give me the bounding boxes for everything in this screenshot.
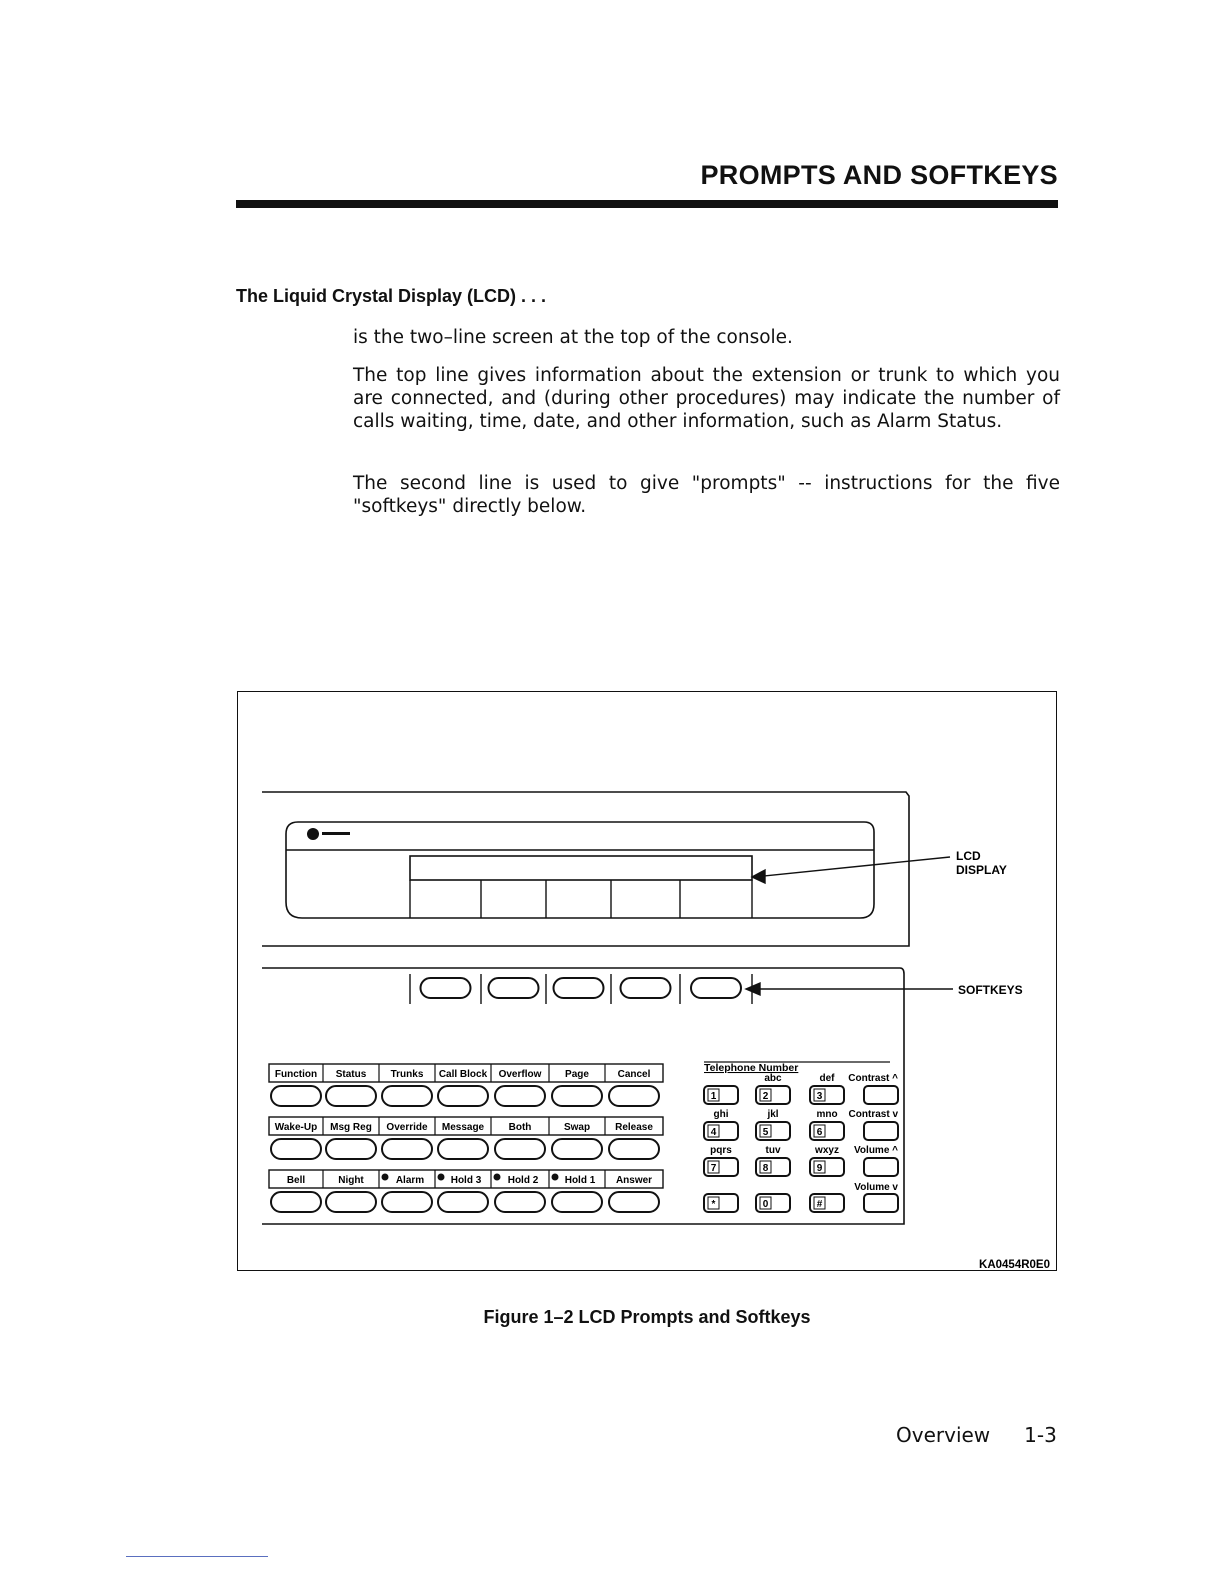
dial-letters: ghi	[713, 1109, 729, 1120]
key-label-hold-2: Hold 2	[507, 1175, 539, 1186]
key-label-release: Release	[615, 1122, 653, 1133]
dial-letters: pqrs	[710, 1145, 732, 1156]
key-label-function: Function	[274, 1069, 318, 1080]
dial-digit: 7	[710, 1163, 717, 1174]
key-answer-button[interactable]	[609, 1192, 659, 1212]
dial-digit: #	[816, 1199, 823, 1210]
lamp-indicator-icon	[382, 1174, 389, 1181]
key-label-hold-1: Hold 1	[564, 1175, 596, 1186]
softkey-1[interactable]	[421, 978, 471, 998]
key-hold-2-button[interactable]	[495, 1192, 545, 1212]
softkey-row	[410, 974, 752, 1004]
key-label-overflow: Overflow	[498, 1069, 542, 1080]
key-hold-1-button[interactable]	[552, 1192, 602, 1212]
key-function-button[interactable]	[271, 1086, 321, 1106]
dial-digit: 9	[816, 1163, 823, 1174]
console-upper-housing	[262, 792, 909, 946]
softkey-5[interactable]	[691, 978, 741, 998]
key-wake-up-button[interactable]	[271, 1139, 321, 1159]
key-hold-3-button[interactable]	[438, 1192, 488, 1212]
key-label-message: Message	[441, 1122, 485, 1133]
figure-caption: Figure 1–2 LCD Prompts and Softkeys	[483, 1307, 811, 1327]
key-trunks-button[interactable]	[382, 1086, 432, 1106]
key-label-wake-up: Wake-Up	[274, 1122, 318, 1133]
lcd-segment-dividers	[410, 880, 752, 918]
side-adjust-label: Contrast ^	[848, 1073, 898, 1084]
key-label-night: Night	[338, 1175, 364, 1186]
footer-section: Overview	[896, 1423, 991, 1447]
key-label-both: Both	[508, 1122, 532, 1133]
section-heading: The Liquid Crystal Display (LCD) . . .	[236, 286, 547, 306]
softkeys-callout-label: SOFTKEYS	[958, 983, 1023, 997]
key-call-block-button[interactable]	[438, 1086, 488, 1106]
dialpad-title: Telephone Number	[704, 1062, 799, 1074]
side-adjust-key-1[interactable]	[864, 1086, 898, 1104]
dialpad	[704, 1062, 898, 1212]
bottom-rule	[126, 1556, 268, 1557]
paragraph-2: The top line gives information about the extension or trunk to which you are connected, and (during other procedures) may indicate the number of calls waiting, time, date, and other information, such as Alarm Status.	[353, 365, 1060, 432]
key-page-button[interactable]	[552, 1086, 602, 1106]
dial-digit: 0	[762, 1199, 769, 1210]
key-label-page: Page	[565, 1069, 589, 1080]
lcd-callout-arrow	[752, 870, 765, 883]
dial-letters: jkl	[767, 1109, 779, 1120]
key-label-cancel: Cancel	[617, 1069, 651, 1080]
key-message-button[interactable]	[438, 1139, 488, 1159]
header-rule	[236, 200, 1058, 208]
dial-digit: 3	[816, 1091, 823, 1102]
lcd-callout-label-2: DISPLAY	[956, 863, 1007, 877]
key-label-alarm: Alarm	[395, 1175, 425, 1186]
key-label-override: Override	[386, 1122, 428, 1133]
key-release-button[interactable]	[609, 1139, 659, 1159]
key-alarm-button[interactable]	[382, 1192, 432, 1212]
key-label-answer: Answer	[615, 1175, 653, 1186]
key-label-call-block: Call Block	[438, 1069, 488, 1080]
key-label-swap: Swap	[563, 1122, 591, 1133]
key-label-trunks: Trunks	[390, 1069, 424, 1080]
key-overflow-button[interactable]	[495, 1086, 545, 1106]
key-night-button[interactable]	[326, 1192, 376, 1212]
function-key-panel	[269, 1064, 663, 1212]
dial-digit: 6	[816, 1127, 823, 1138]
lamp-indicator-icon	[438, 1174, 445, 1181]
softkey-4[interactable]	[621, 978, 671, 998]
key-label-hold-3: Hold 3	[450, 1175, 482, 1186]
page-header-title: PROMPTS AND SOFTKEYS	[700, 160, 1058, 190]
key-bell-button[interactable]	[271, 1192, 321, 1212]
console-diagram	[238, 692, 1058, 1272]
key-label-msg-reg: Msg Reg	[330, 1122, 372, 1133]
softkeys-callout-arrow	[746, 983, 760, 995]
console-logo	[307, 828, 350, 840]
page-number: 1-3	[1024, 1423, 1057, 1447]
key-both-button[interactable]	[495, 1139, 545, 1159]
dial-digit: 1	[710, 1091, 717, 1102]
figure-code: KA0454R0E0	[979, 1259, 1050, 1271]
dial-digit: 4	[710, 1127, 717, 1138]
dial-letters: tuv	[765, 1145, 781, 1156]
side-adjust-key-2[interactable]	[864, 1122, 898, 1140]
lcd-display-window	[410, 856, 752, 880]
lcd-callout-label: LCD	[956, 849, 981, 863]
paragraph-3: The second line is used to give "prompts" -- instructions for the five "softkeys" directly below.	[353, 473, 1060, 517]
side-adjust-label: Contrast v	[848, 1109, 898, 1120]
dial-digit: 2	[762, 1091, 769, 1102]
dial-digit: *	[711, 1199, 716, 1210]
console-figure	[237, 691, 1057, 1271]
side-adjust-label: Volume ^	[854, 1145, 898, 1156]
key-override-button[interactable]	[382, 1139, 432, 1159]
key-label-bell: Bell	[286, 1175, 306, 1186]
key-cancel-button[interactable]	[609, 1086, 659, 1106]
key-swap-button[interactable]	[552, 1139, 602, 1159]
dial-letters: mno	[816, 1109, 838, 1120]
key-msg-reg-button[interactable]	[326, 1139, 376, 1159]
side-adjust-label: Volume v	[854, 1182, 898, 1193]
lcd-callout-leader	[754, 857, 950, 877]
paragraph-1: is the two–line screen at the top of the console.	[353, 327, 793, 348]
dial-letters: def	[819, 1073, 835, 1084]
dial-digit: 5	[762, 1127, 769, 1138]
dial-digit: 8	[762, 1163, 769, 1174]
lcd-bezel	[286, 822, 874, 918]
lamp-indicator-icon	[494, 1174, 501, 1181]
page-footer	[896, 1423, 1057, 1447]
lamp-indicator-icon	[552, 1174, 559, 1181]
softkey-3[interactable]	[554, 978, 604, 998]
side-adjust-key-3[interactable]	[864, 1158, 898, 1176]
softkey-2[interactable]	[489, 978, 539, 998]
key-label-status: Status	[335, 1069, 367, 1080]
side-adjust-key-4[interactable]	[864, 1194, 898, 1212]
key-status-button[interactable]	[326, 1086, 376, 1106]
dial-letters: abc	[764, 1073, 782, 1084]
dial-letters: wxyz	[815, 1145, 839, 1156]
